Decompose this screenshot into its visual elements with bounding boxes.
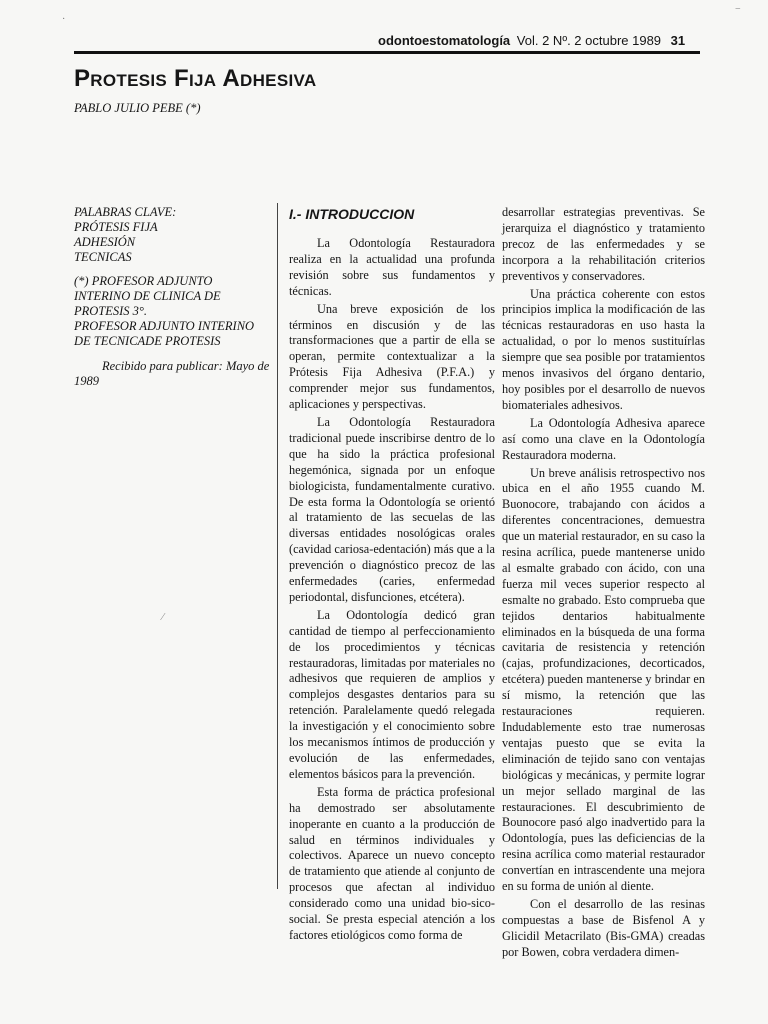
section-heading: I.- INTRODUCCION xyxy=(289,206,415,222)
affiliation-block xyxy=(74,274,276,349)
affiliation-line: (*) PROFESOR ADJUNTO xyxy=(74,274,213,288)
column-divider xyxy=(277,203,278,889)
affiliation-line: PROTESIS 3°. xyxy=(74,304,148,318)
text-column-2 xyxy=(502,205,705,963)
keyword: TECNICAS xyxy=(74,250,132,264)
scan-speck: · xyxy=(62,14,66,25)
header-rule xyxy=(74,51,700,54)
affiliation-line: PROFESOR ADJUNTO INTERINO xyxy=(74,319,255,333)
paragraph: Esta forma de práctica profesional ha demostrado ser absolutamente inoperante en cuanto a la producción de salud en términos individuales y colectivos. Aparece un nuevo concepto de tratamiento que atiende al conjunto de procesos que afectan al individuo considerado como una unidad bio-sico-social. Se presta especial atención a los factores etiológicos como forma de xyxy=(289,784,495,942)
keywords-block xyxy=(74,205,276,265)
sidebar xyxy=(74,205,276,389)
affiliation-line: INTERINO DE CLINICA DE xyxy=(74,289,221,303)
paragraph: La Odontología dedicó gran cantidad de tiempo al perfeccionamiento de los procedimientos y técnicas restauradoras, limitadas por materiales no adhesivos que requieren de amplios y complejos desgastes dentarios para su retención. Paralelamente quedó relegada la investigación y el conocimiento sobre los mecanismos íntimos de producción y evolución de las enfermedades, elementos básicos para la prevención. xyxy=(289,607,495,781)
article-author: PABLO JULIO PEBE (*) xyxy=(74,101,201,115)
journal-issue: Vol. 2 Nº. 2 octubre 1989 xyxy=(516,33,662,48)
paragraph: Una breve exposición de los términos en discusión y de las transformaciones que a partir de ella se operan, permite contextualizar a la Prótesis Fija Adhesiva (P.F.A.) y comprender mejor sus fundamentos, aplicaciones y perspectivas. xyxy=(289,301,495,412)
running-header xyxy=(378,33,700,49)
paragraph-continuation: desarrollar estrategias preventivas. Se jerarquiza el diagnóstico y tratamiento precoz de las enfermedades y se incorpora a la rehabilitación criterios preventivos y conservadores. xyxy=(502,205,705,283)
keyword: PRÓTESIS FIJA xyxy=(74,220,158,234)
keywords-label: PALABRAS CLAVE: xyxy=(74,205,177,219)
paragraph: La Odontología Adhesiva aparece así como una clave en la Odontología Restauradora moderna. xyxy=(502,415,705,462)
journal-name: odontoestomatología xyxy=(378,33,511,48)
text-column-1 xyxy=(289,206,495,946)
received-date: Recibido para publicar: Mayo de 1989 xyxy=(74,359,270,388)
keyword: ADHESIÓN xyxy=(74,235,136,249)
paragraph: Un breve análisis retrospectivo nos ubica en el año 1955 cuando M. Buonocore, trabajando con ácidos a diferentes concentraciones, demuestra que un material restaurador, en su caso la resina acrílica, puede mantenerse unido al esmalte grabado con ácido, con una fuerza mil veces superior respecto al esmalte no grabado. Esto comprueba que tejidos dentarios habitualmente eliminados en la búsqueda de una forma cavitaria de resistencia y retención (cajas, profundizaciones, decorticados, etcétera) pueden mantenerse y brindar en sí mismo, la retención que las restauraciones requieren. Indudablemente esto trae numerosas ventajas puesto que se evita la eliminación de tejido sano con ventajas biológicas y mecánicas, y permite lograr un mejor sellado marginal de las restauraciones. El descubrimiento de Bounocore pasó algo inadvertido para la Odontología, pues las deficiencias de la resina acrílica como material restaurador convertían en intrascendente una mejora en su forma de unión al diente. xyxy=(502,465,706,894)
scan-speck: ⁄ xyxy=(162,612,164,623)
paragraph: La Odontología Restauradora realiza en la actualidad una profunda revisión sobre sus fundamentos y técnicas. xyxy=(289,236,495,298)
paragraph: Una práctica coherente con estos principios implica la modificación de las técnicas restauradoras en uso hasta la actualidad, o por lo menos sustituírlas siempre que sea posible por tratamientos menos invasivos del órgano dentario, hoy posibles por el desarrollo de nuevos biomateriales adhesivos. xyxy=(502,286,705,412)
affiliation-line: DE TECNICADE PROTESIS xyxy=(74,334,221,348)
paragraph: La Odontología Restauradora tradicional puede inscribirse dentro de lo que ha sido la práctica profesional hegemónica, signada por un enfoque biologicista, fundamentalmente curativo. De esta forma la Odontología se orientó al tratamiento de las secuelas de las diversas entidades nosológicas orales (cavidad cariosa-edentación) más que a la prevención o diagnóstico precoz de las enfermedades (caries, enfermedad periodontal, disfunciones, etcétera). xyxy=(289,414,495,604)
article-title: Protesis Fija Adhesiva xyxy=(74,65,317,92)
paragraph: Con el desarrollo de las resinas compuestas a base de Bisfenol A y Glicidil Metacrilato (Bis-GMA) creadas por Bowen, cobra verdadera dimen- xyxy=(502,896,705,959)
scan-speck: − xyxy=(735,4,741,15)
page-number: 31 xyxy=(670,33,686,48)
